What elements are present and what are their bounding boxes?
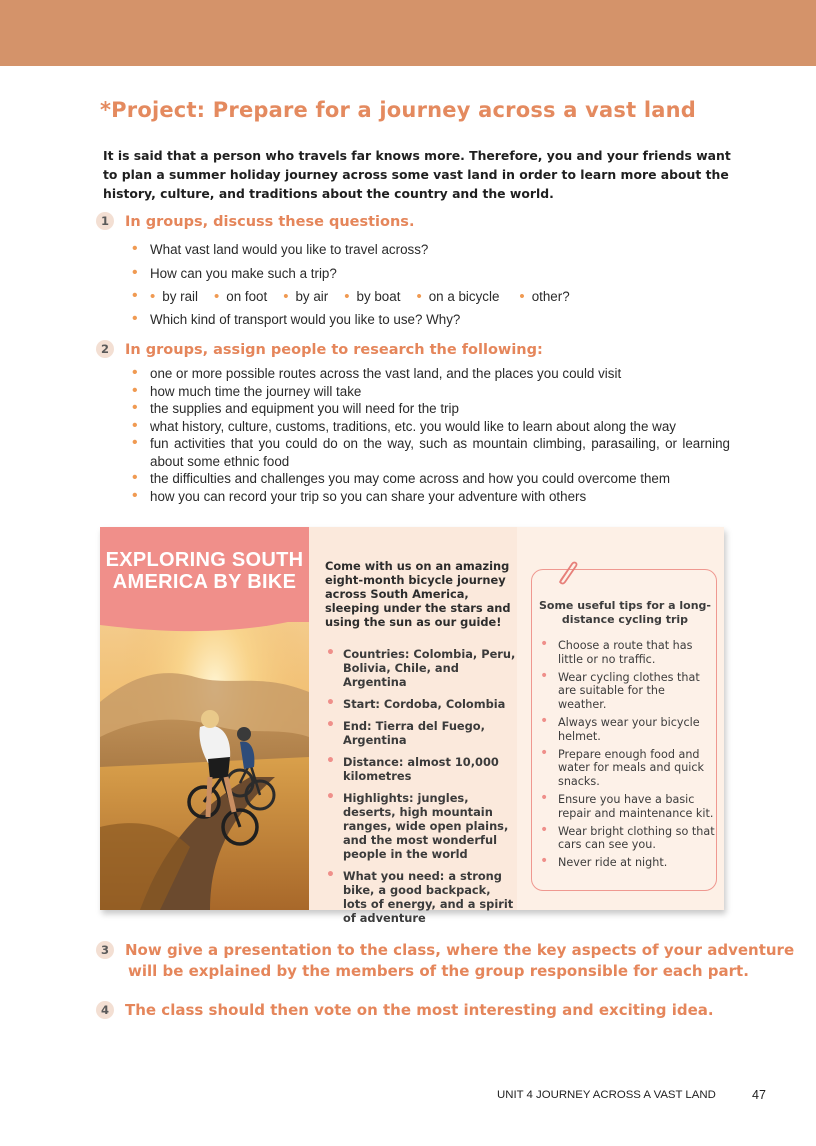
task-number: 1 [96,212,114,230]
question-list [130,238,570,332]
list-item: • how much time the journey will take [130,383,730,401]
brochure-title: EXPLORING SOUTH AMERICA BY BIKE [105,549,304,593]
option-item: • on a bicycle [416,286,499,308]
list-item: • Highlights: jungles, deserts, high mountain ranges, wide open plains, and the most wonderful people in the world [325,791,517,861]
task-instruction: The class should then vote on the most interesting and exciting idea. [125,1001,714,1019]
page-title: *Project: Prepare for a journey across a vast land [100,98,696,122]
list-item: • one or more possible routes across the vast land, and the places you could visit [130,365,730,383]
list-item: • the supplies and equipment you will need for the trip [130,400,730,418]
option-item: • on foot [214,286,267,308]
list-item: • End: Tierra del Fuego, Argentina [325,719,517,747]
list-item: • Distance: almost 10,000 kilometres [325,755,517,783]
list-item: • the difficulties and challenges you may come across and how you could overcome them [130,470,730,488]
list-item: • Prepare enough food and water for meals and quick snacks. [534,748,716,789]
list-item: • Never ride at night. [534,856,716,870]
research-list [130,365,730,505]
task-2 [96,340,543,361]
task-instruction: Now give a presentation to the class, where the key aspects of your adventure [125,941,795,959]
list-item: • Wear bright clothing so that cars can see you. [534,825,716,852]
task-number: 4 [96,1001,114,1019]
brochure-cover-panel [100,527,309,910]
task-number: 3 [96,941,114,959]
option-item: • by air [283,286,328,308]
task-number: 2 [96,340,114,358]
option-item: • • by rail [150,286,198,308]
task-instruction: In groups, assign people to research the following: [125,342,543,358]
transport-options [130,286,570,308]
option-item: • other? [519,286,569,308]
tips-box [531,569,717,891]
list-item: • what history, culture, customs, traditions, etc. you would like to learn about along the way [130,418,730,436]
list-item: • Choose a route that has little or no traffic. [534,639,716,666]
brochure-tips-panel [517,527,724,910]
header-wave [100,595,309,635]
brochure-info-panel [309,527,517,925]
list-item: • Always wear your bicycle helmet. [534,716,716,743]
tips-list [534,639,716,874]
intro-paragraph: It is said that a person who travels far knows more. Therefore, you and your friends want to plan a summer holiday journey across some vast land in order to learn more about the history, culture, and traditions about the country and the world. [103,148,731,201]
task-instruction: In groups, discuss these questions. [125,214,415,230]
task-1 [96,212,414,233]
list-item: • Wear cycling clothes that are suitable for the weather. [534,671,716,712]
task-4 [96,1000,714,1021]
list-item: • What you need: a strong bike, a good backpack, lots of energy, and a spirit of adventure [325,869,517,925]
page-number: 47 [752,1088,766,1102]
tips-title: Some useful tips for a long-distance cycling trip [538,599,711,626]
list-item: • Ensure you have a basic repair and maintenance kit. [534,793,716,820]
list-item: • Which kind of transport would you like to use? Why? [130,308,570,332]
list-item: • Start: Cordoba, Colombia [325,697,517,711]
top-color-band [0,0,816,66]
fact-list [325,647,517,933]
task-3 [96,940,794,982]
brochure-intro: Come with us on an amazing eight-month bicycle journey across South America, sleeping under the stars and using the sun as our guide! [325,559,511,629]
brochure [100,527,724,925]
list-item: • What vast land would you like to travel across? [130,238,570,262]
task-instruction-continued: will be explained by the members of the group responsible for each part. [128,962,749,980]
paperclip-icon [552,558,580,588]
option-item: • by boat [344,286,400,308]
list-item: • Countries: Colombia, Peru, Bolivia, Chile, and Argentina [325,647,517,689]
list-item: • fun activities that you could do on the way, such as mountain climbing, parasailing, or learning about some ethnic food [130,435,730,470]
list-item: • How can you make such a trip? [130,262,570,286]
unit-label: UNIT 4 JOURNEY ACROSS A VAST LAND [497,1089,716,1101]
list-item: • how you can record your trip so you can share your adventure with others [130,488,730,506]
